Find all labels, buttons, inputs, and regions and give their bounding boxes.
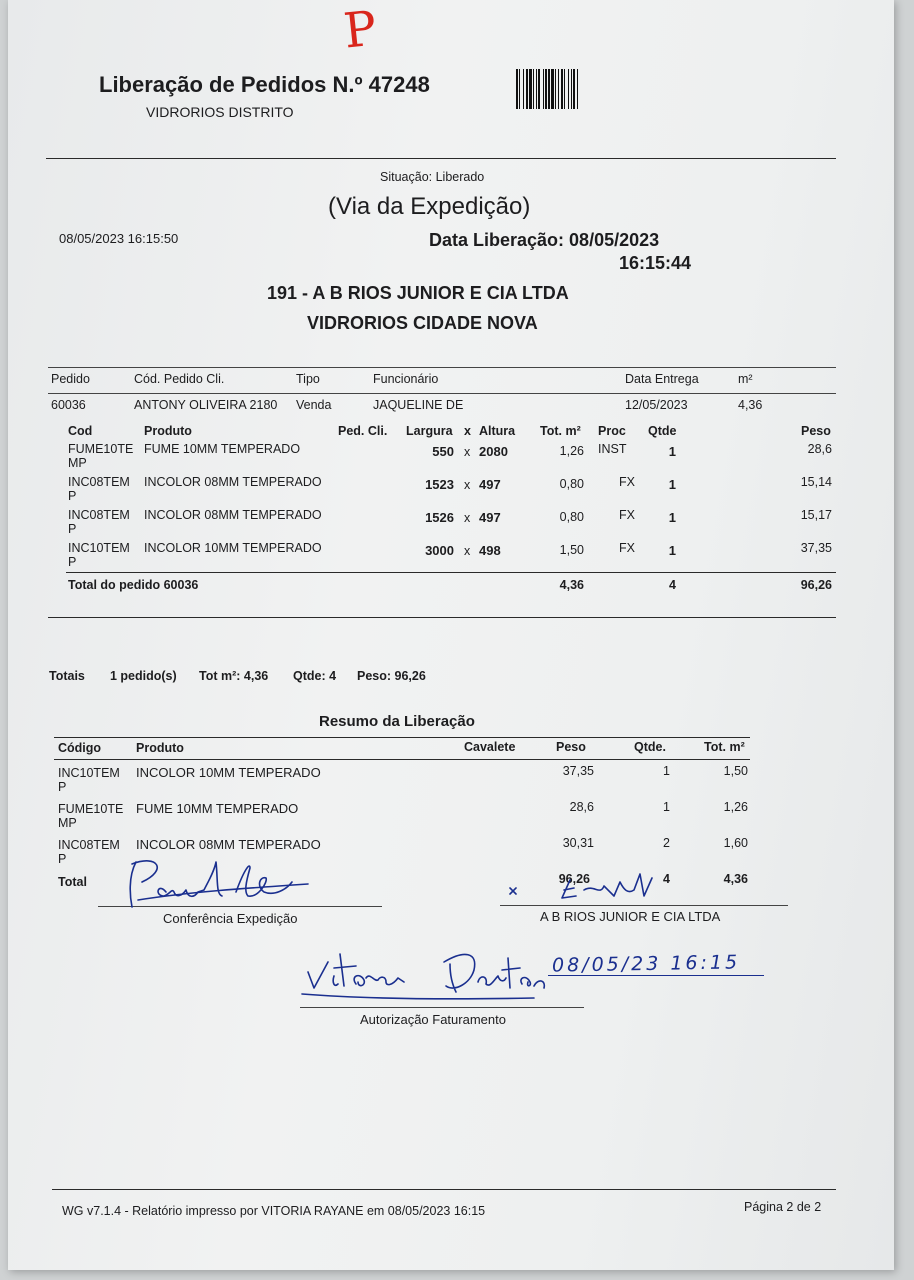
- summary-peso: 37,35: [562, 764, 594, 778]
- item-col-peso: Peso: [801, 424, 831, 438]
- summary-codigo-cont: P: [58, 780, 67, 794]
- divider: [54, 737, 750, 738]
- item-tot-m2: 1,50: [559, 543, 584, 557]
- item-qtde: 1: [668, 543, 676, 558]
- item-largura: 1523: [425, 477, 454, 492]
- summary-title: Resumo da Liberação: [319, 713, 475, 730]
- summary-total-label: Total: [58, 875, 87, 889]
- barcode: [516, 69, 656, 109]
- item-proc: FX: [619, 508, 635, 522]
- totals-peso: Peso: 96,26: [357, 669, 426, 683]
- item-x: x: [464, 544, 471, 558]
- authorization-label: Autorização Faturamento: [360, 1012, 506, 1027]
- item-produto: INCOLOR 10MM TEMPERADO: [144, 541, 322, 555]
- item-cod: INC08TEM: [68, 508, 130, 522]
- summary-peso: 30,31: [562, 836, 594, 850]
- order-total-peso: 96,26: [800, 578, 832, 592]
- item-peso: 15,17: [800, 508, 832, 522]
- item-altura: 498: [479, 543, 501, 558]
- item-col-proc: Proc: [598, 424, 626, 438]
- item-x: x: [464, 445, 471, 459]
- item-qtde: 1: [668, 477, 676, 492]
- release-time: 16:15:44: [619, 253, 692, 273]
- item-peso: 37,35: [800, 541, 832, 555]
- divider: [48, 367, 836, 368]
- item-tot-m2: 1,26: [559, 444, 584, 458]
- item-tot-m2: 0,80: [559, 477, 584, 491]
- summary-total-peso: 96,26: [558, 872, 590, 886]
- item-produto: FUME 10MM TEMPERADO: [144, 442, 301, 456]
- summary-qtde: 1: [663, 800, 670, 814]
- item-peso: 15,14: [800, 475, 832, 489]
- item-altura: 2080: [479, 444, 508, 459]
- footer-page-number: Página 2 de 2: [744, 1200, 822, 1214]
- divider: [48, 393, 836, 394]
- divider: [52, 1189, 836, 1190]
- item-col-x: x: [464, 424, 471, 438]
- order-employee: JAQUELINE DE: [373, 398, 464, 412]
- order-client-code: ANTONY OLIVEIRA 2180: [134, 398, 278, 412]
- item-x: x: [464, 478, 471, 492]
- order-total-qtde: 4: [669, 578, 676, 592]
- summary-col-cavalete: Cavalete: [464, 740, 516, 754]
- order-total-label: Total do pedido 60036: [68, 578, 199, 592]
- status-text: Situação: Liberado: [380, 170, 485, 184]
- divider: [46, 158, 836, 159]
- summary-col-codigo: Código: [58, 741, 102, 755]
- order-type: Venda: [296, 398, 332, 412]
- conference-label: Conferência Expedição: [163, 911, 298, 926]
- item-x: x: [464, 511, 471, 525]
- release-date: Data Liberação: 08/05/2023: [429, 230, 660, 250]
- totals-qtde: Qtde: 4: [293, 669, 337, 683]
- item-col-tot-m2: Tot. m²: [540, 424, 581, 438]
- company-name: VIDRORIOS DISTRITO: [146, 104, 294, 120]
- signature-paulo: [118, 852, 318, 912]
- client-signature-label: A B RIOS JUNIOR E CIA LTDA: [540, 909, 721, 924]
- item-cod-cont: P: [68, 489, 77, 503]
- printed-at: 08/05/2023 16:15:50: [59, 231, 179, 246]
- summary-peso: 28,6: [569, 800, 594, 814]
- totals-m2: Tot m²: 4,36: [199, 669, 269, 683]
- item-produto: INCOLOR 08MM TEMPERADO: [144, 508, 322, 522]
- order-number: 60036: [51, 398, 86, 412]
- item-col-produto: Produto: [144, 424, 192, 438]
- summary-codigo: INC08TEM: [58, 838, 120, 852]
- item-altura: 497: [479, 477, 501, 492]
- order-m2: 4,36: [738, 398, 763, 412]
- summary-produto: FUME 10MM TEMPERADO: [136, 801, 299, 816]
- item-col-altura: Altura: [479, 424, 516, 438]
- col-cod-pedido-cli: Cód. Pedido Cli.: [134, 372, 225, 386]
- totals-orders: 1 pedido(s): [110, 669, 177, 683]
- order-delivery-date: 12/05/2023: [625, 398, 688, 412]
- item-proc: FX: [619, 475, 635, 489]
- document-title: Liberação de Pedidos N.º 47248: [99, 72, 430, 97]
- item-col-qtde: Qtde: [648, 424, 677, 438]
- document-page: [8, 0, 894, 1270]
- item-produto: INCOLOR 08MM TEMPERADO: [144, 475, 322, 489]
- col-funcionario: Funcionário: [373, 372, 439, 386]
- barcode-bar: [578, 69, 581, 109]
- item-qtde: 1: [668, 510, 676, 525]
- item-cod-cont: P: [68, 522, 77, 536]
- divider: [48, 617, 836, 618]
- handwritten-date: 08/05/23 16:15: [551, 951, 741, 977]
- signature-vitoria-dantas: [294, 942, 564, 1008]
- summary-codigo: FUME10TE: [58, 802, 124, 816]
- summary-total-qtde: 4: [663, 872, 670, 886]
- col-tipo: Tipo: [296, 372, 320, 386]
- totals-label: Totais: [49, 669, 85, 683]
- item-largura: 3000: [425, 543, 454, 558]
- summary-col-produto: Produto: [136, 741, 184, 755]
- divider: [66, 572, 836, 573]
- client-branch: VIDRORIOS CIDADE NOVA: [307, 313, 538, 333]
- summary-tot-m2: 1,50: [723, 764, 748, 778]
- summary-total-m2: 4,36: [723, 872, 748, 886]
- col-m2: m²: [738, 372, 753, 386]
- summary-qtde: 1: [663, 764, 670, 778]
- summary-tot-m2: 1,60: [723, 836, 748, 850]
- divider: [54, 759, 750, 760]
- summary-produto: INCOLOR 10MM TEMPERADO: [136, 765, 321, 780]
- footer-printed-by: WG v7.1.4 - Relatório impresso por VITORIA RAYANE em 08/05/2023 16:15: [62, 1204, 486, 1218]
- summary-codigo-cont: MP: [58, 816, 77, 830]
- summary-col-tot-m2: Tot. m²: [704, 740, 745, 754]
- item-col-cod: Cod: [68, 424, 93, 438]
- col-data-entrega: Data Entrega: [625, 372, 699, 386]
- copy-label: (Via da Expedição): [328, 193, 531, 220]
- item-cod-cont: P: [68, 555, 77, 569]
- client-name: 191 - A B RIOS JUNIOR E CIA LTDA: [267, 283, 569, 303]
- item-cod-cont: MP: [68, 456, 87, 470]
- item-altura: 497: [479, 510, 501, 525]
- item-largura: 1526: [425, 510, 454, 525]
- summary-tot-m2: 1,26: [723, 800, 748, 814]
- handwritten-date-underline: [548, 975, 764, 976]
- summary-col-qtde: Qtde.: [634, 740, 666, 754]
- item-largura: 550: [432, 444, 454, 459]
- summary-codigo: INC10TEM: [58, 766, 120, 780]
- item-col-ped-cli: Ped. Cli.: [338, 424, 388, 438]
- item-cod: INC08TEM: [68, 475, 130, 489]
- signature-client: [504, 866, 684, 906]
- order-total-m2: 4,36: [559, 578, 584, 592]
- item-cod: FUME10TE: [68, 442, 134, 456]
- item-peso: 28,6: [807, 442, 832, 456]
- item-tot-m2: 0,80: [559, 510, 584, 524]
- summary-col-peso: Peso: [556, 740, 586, 754]
- item-col-largura: Largura: [406, 424, 453, 438]
- item-proc: INST: [598, 442, 627, 456]
- item-cod: INC10TEM: [68, 541, 130, 555]
- summary-qtde: 2: [663, 836, 670, 850]
- col-pedido: Pedido: [51, 372, 90, 386]
- handwritten-mark: P: [341, 0, 380, 60]
- summary-produto: INCOLOR 08MM TEMPERADO: [136, 837, 321, 852]
- summary-codigo-cont: P: [58, 852, 67, 866]
- item-qtde: 1: [668, 444, 676, 459]
- item-proc: FX: [619, 541, 635, 555]
